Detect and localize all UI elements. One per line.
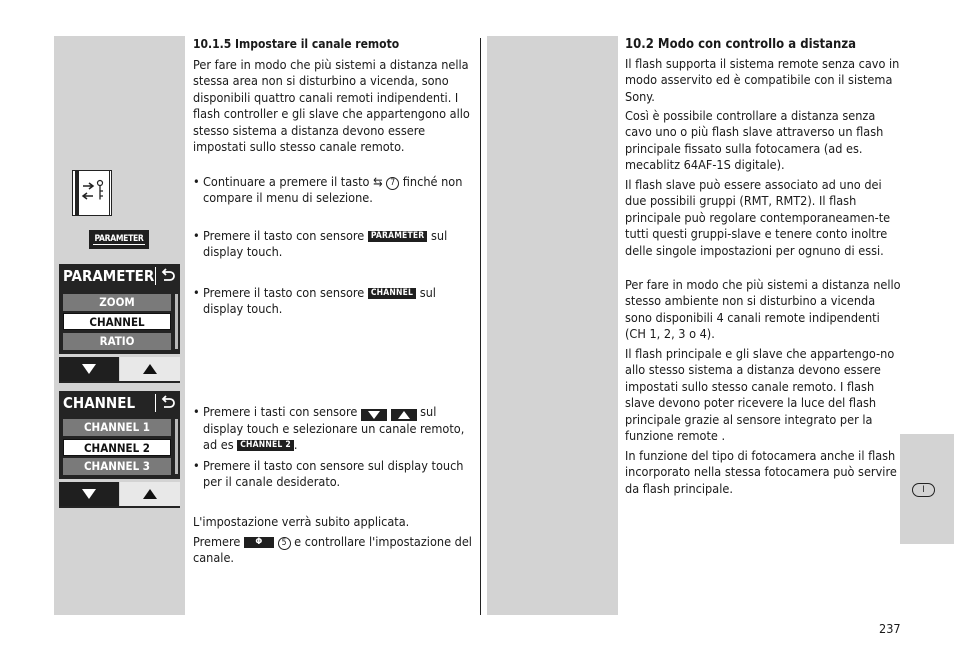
up-arrow-key-icon <box>391 409 417 421</box>
right-paragraph-5: Il flash principale e gli slave che appartengo-no allo stesso sistema a distanza devono essere impostati sullo stesso canale remoto. I flash slave devono poter ricevere la luce del flash principale grazie al sensore integrato per la funzione remote . <box>625 346 895 444</box>
channel-screen-title: CHANNEL <box>63 394 136 412</box>
up-arrow-button[interactable] <box>120 357 180 381</box>
channel-screen <box>59 391 180 479</box>
intro-paragraph: Per fare in modo che più sistemi a distanza nella stessa area non si disturbino a vicenda, sono disponibili quattro canali remoti indipendenti. I flash controller e gli slave che appartengono allo stesso sistema a distanza devono essere impostati sullo stesso canale remoto. <box>193 57 470 155</box>
flash-button-icon <box>73 171 111 215</box>
section-heading-remote-channel: 10.1.5 Impostare il canale remoto <box>193 37 400 51</box>
channel-screen-header <box>59 391 180 415</box>
parameter-screen-title: PARAMETER <box>63 267 155 285</box>
down-arrow-button[interactable] <box>59 357 119 381</box>
right-paragraph-6: In funzione del tipo di fotocamera anche il flash incorporato nella stessa fotocamera può servire da flash principale. <box>625 448 897 496</box>
down-arrow-key-icon <box>361 409 387 421</box>
right-paragraph-3: Il flash slave può essere associato ad uno dei due possibili gruppi (RMT, RMT2). Il flash principale può regolare contemporaneamen-te tutti questi gruppi-slave e tenere conto inoltre delle singole impostazioni per ognuno di essi. <box>625 177 891 258</box>
center-margin-column <box>487 36 618 615</box>
parameter-key-icon: PARAMETER <box>89 230 149 249</box>
arrow-buttons-underline <box>59 381 180 383</box>
down-arrow-button[interactable] <box>59 482 119 506</box>
menu-item-zoom[interactable]: ZOOM <box>63 294 171 311</box>
menu-item-ratio[interactable]: RATIO <box>63 333 171 350</box>
back-icon[interactable] <box>159 267 177 285</box>
instruction-step-2: • Premere il tasto con sensore PARAMETER sul display touch. <box>193 228 478 261</box>
up-arrow-button[interactable] <box>120 482 180 506</box>
parameter-key-label: PARAMETER <box>368 231 428 242</box>
swap-arrows-icon: ⇆ <box>373 174 383 189</box>
parameter-screen <box>59 264 180 354</box>
section-heading-remote-mode: 10.2 Modo con controllo a distanza <box>625 37 857 52</box>
instruction-step-4: • Premere i tasti con sensore sul display touch e selezionare un canale remoto, ad es CHANNEL 2 . <box>193 404 478 454</box>
instruction-step-1: • Continuare a premere il tasto ⇆ 7 finché non compare il menu di selezione. <box>193 174 473 207</box>
right-paragraph-2: Così è possibile controllare a distanza senza cavo uno o più flash slave attraverso un flash principale fissato sulla fotocamera (ad es. mecablitz 64AF-1S digitale). <box>625 108 884 173</box>
press-check-instruction: Premere Φ 5 e controllare l'impostazione del canale. <box>193 534 472 566</box>
channel-key-label: CHANNEL <box>368 288 416 299</box>
arrow-buttons-underline <box>59 506 180 508</box>
menu-item-channel-1[interactable]: CHANNEL 1 <box>63 419 171 436</box>
applied-note: L'impostazione verrà subito applicata. <box>193 514 410 529</box>
key-number-badge: 5 <box>278 537 291 550</box>
column-divider <box>480 38 481 615</box>
menu-item-channel[interactable]: CHANNEL <box>63 313 171 330</box>
menu-item-channel-3[interactable]: CHANNEL 3 <box>63 458 171 475</box>
language-tab-label: I <box>912 483 935 497</box>
back-icon[interactable] <box>159 394 177 412</box>
menu-item-channel-2[interactable]: CHANNEL 2 <box>63 439 171 456</box>
parameter-screen-header <box>59 264 180 288</box>
power-key-icon: Φ <box>244 537 274 548</box>
instruction-step-3: • Premere il tasto con sensore CHANNEL sul display touch. <box>193 285 478 318</box>
channel-2-key-label: CHANNEL 2 <box>237 440 294 451</box>
language-tab <box>900 434 954 544</box>
flash-device-illustration <box>72 170 112 216</box>
scrollbar[interactable] <box>175 419 178 474</box>
right-paragraph-1: Il flash supporta il sistema remote senza cavo in modo asservito ed è compatibile con il sistema Sony. <box>625 56 900 104</box>
instruction-step-5: • Premere il tasto con sensore sul display touch per il canale desiderato. <box>193 458 473 491</box>
key-number-badge: 7 <box>386 177 399 190</box>
scrollbar[interactable] <box>175 294 178 349</box>
page-number: 237 <box>879 621 901 636</box>
right-paragraph-4: Per fare in modo che più sistemi a distanza nello stesso ambiente non si disturbino a vicenda sono disponibili 4 canali remote indipendenti (CH 1, 2, 3 o 4). <box>625 277 901 342</box>
